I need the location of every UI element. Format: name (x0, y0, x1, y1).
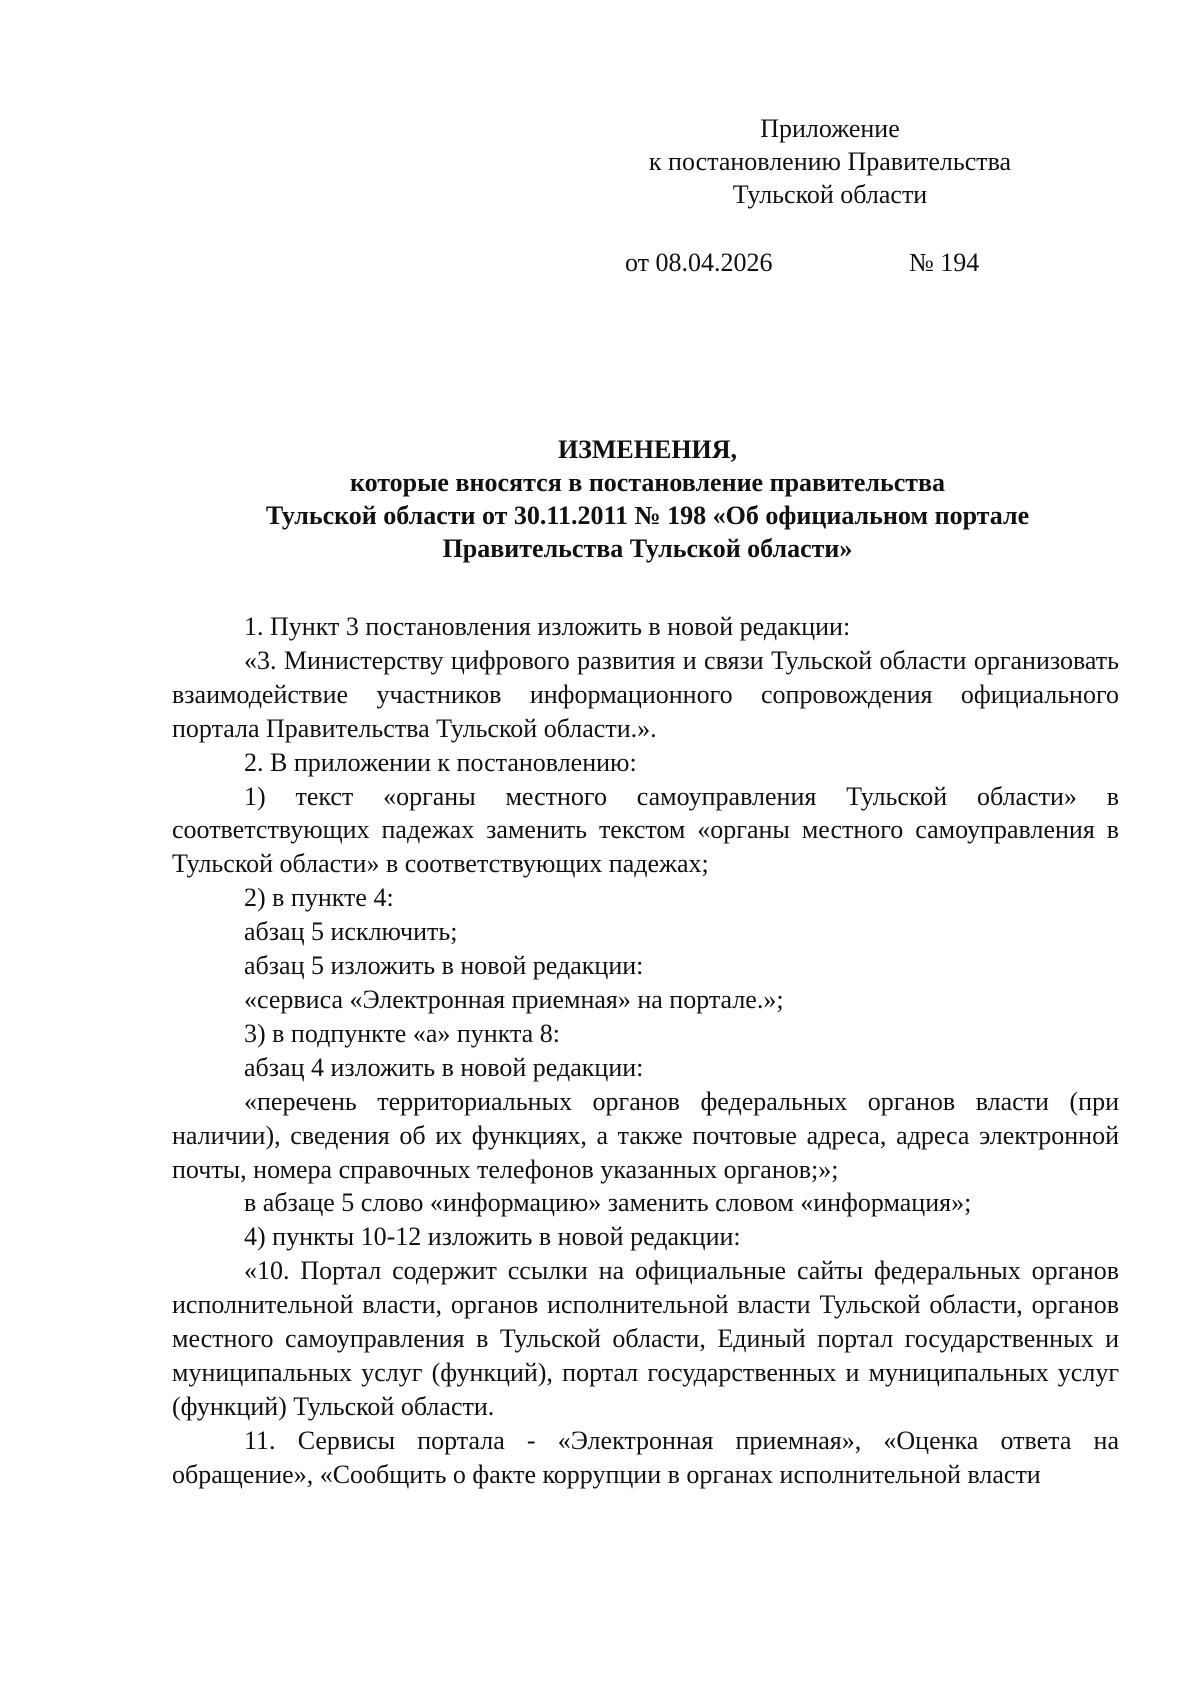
body-paragraph: 4) пункты 10-12 изложить в новой редакции: (244, 1222, 741, 1252)
body-paragraph: 2. В приложении к постановлению: (244, 747, 637, 777)
body-paragraph: абзац 5 исключить; (244, 917, 458, 947)
document-body (172, 610, 1119, 1492)
title-line: Тульской области от 30.11.2011 № 198 «Об официальном портале (265, 501, 1030, 530)
appendix-region: Тульской области (732, 180, 928, 209)
appendix-reference: к постановлению Правительства (648, 147, 1012, 176)
title-line: Правительства Тульской области» (442, 534, 853, 563)
title-line: ИЗМЕНЕНИЯ, (557, 435, 738, 464)
body-paragraph: 2) в пункте 4: (244, 883, 394, 913)
body-paragraph: 11. Сервисы портала - «Электронная приемная», «Оценка ответа на обращение», «Сообщить о факте коррупции в органах исполнительной власти (172, 1425, 1119, 1489)
body-paragraph: абзац 4 изложить в новой редакции: (244, 1052, 644, 1082)
body-paragraph: 1) текст «органы местного самоуправления Тульской области» в соответствующих падежах заменить текстом «органы местного самоуправления в Тульской области» в соответствующих падежах; (172, 781, 1119, 879)
appendix-label: Приложение (760, 114, 900, 143)
document-date: от 08.04.2026 (625, 248, 773, 277)
body-paragraph: 1. Пункт 3 постановления изложить в новой редакции: (244, 612, 851, 641)
body-paragraph: «перечень территориальных органов федеральных органов власти (при наличии), сведения об их функциях, а также почтовые адреса, адреса электронной почты, номера справочных телефонов указанных органов;»; (172, 1086, 1119, 1184)
body-paragraph: в абзаце 5 слово «информацию» заменить словом «информация»; (244, 1188, 972, 1218)
document-title (150, 433, 1145, 565)
body-paragraph: «3. Министерству цифрового развития и связи Тульской области организовать взаимодействие участников информационного сопровождения официального портала Правительства Тульской области.». (172, 645, 1119, 743)
body-paragraph: 3) в подпункте «а» пункта 8: (244, 1018, 560, 1048)
appendix-header (620, 112, 1040, 211)
title-line: которые вносятся в постановление правительства (349, 468, 946, 497)
body-paragraph: «сервиса «Электронная приемная» на портале.»; (244, 984, 784, 1014)
body-paragraph: абзац 5 изложить в новой редакции: (244, 951, 644, 981)
document-number: № 194 (909, 248, 980, 277)
body-paragraph: «10. Портал содержит ссылки на официальные сайты федеральных органов исполнительной власти, органов исполнительной власти Тульской области, органов местного самоуправления в Тульской области, Единый портал государственных и муниципальных услуг (функций), портал государственных и муниципальных услуг (функций) Тульской области. (172, 1256, 1119, 1421)
